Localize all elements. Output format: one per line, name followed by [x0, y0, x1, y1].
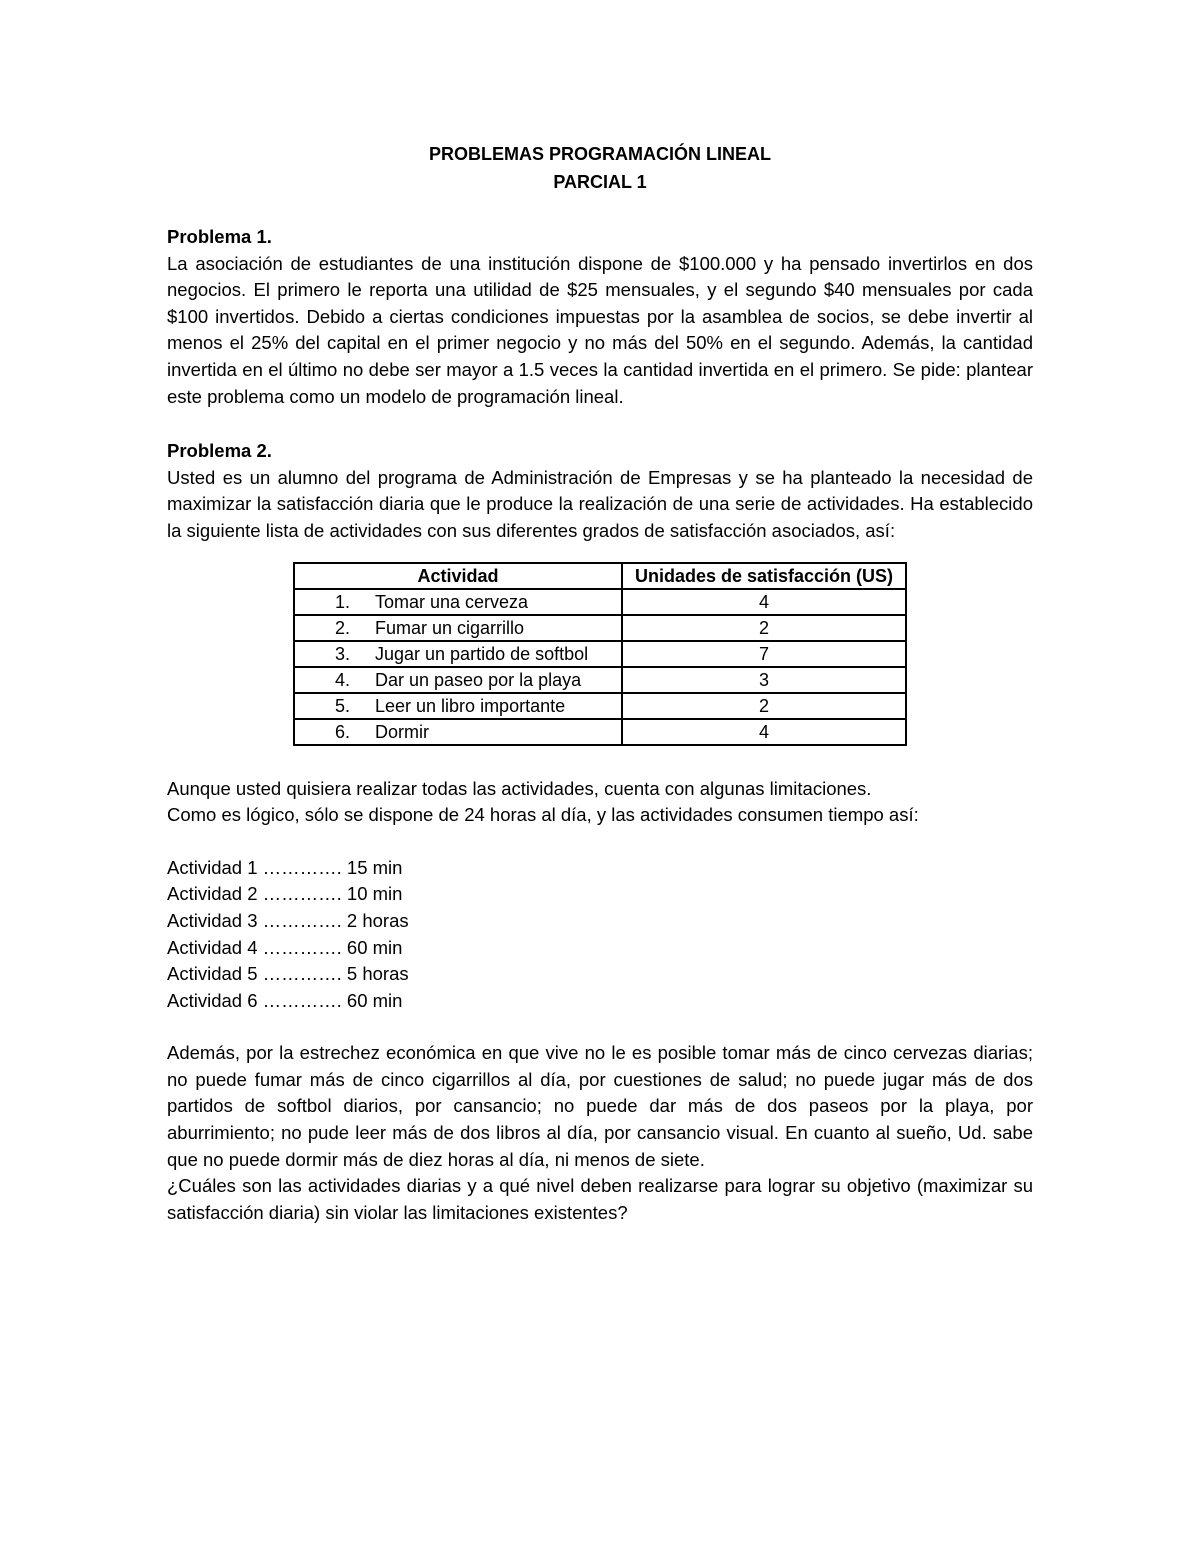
activity-name: Jugar un partido de softbol — [375, 643, 589, 664]
time-list — [167, 855, 1033, 1015]
problem-2-intro: Usted es un alumno del programa de Administración de Empresas y se ha planteado la necesidad de maximizar la satisfacción diaria que le produce la realización de una serie de actividades. Ha establecido la siguiente lista de actividades con sus diferentes grados de satisfacción asociados, así: — [167, 466, 1033, 541]
activity-number: 6. — [335, 721, 351, 742]
list-item: Actividad 5 …………. 5 horas — [167, 963, 409, 985]
activity-number: 5. — [335, 695, 351, 716]
list-item: Actividad 1 …………. 15 min — [167, 856, 403, 878]
question-text: ¿Cuáles son las actividades diarias y a qué nivel deben realizarse para lograr su objetivo (maximizar su satisfacción diaria) sin violar las limitaciones existentes? — [167, 1175, 1033, 1223]
list-item: Actividad 3 …………. 2 horas — [167, 909, 409, 931]
problem-1-heading: Problema 1. — [167, 226, 272, 247]
table-row — [294, 589, 906, 615]
constraints-text: Además, por la estrechez económica en que vive no le es posible tomar más de cinco cervezas diarias; no puede fumar más de cinco cigarrillos al día, por cuestiones de salud; no puede jugar más de dos partidos de softbol diarios, por cansancio; no puede dar más de dos paseos por la playa, por aburrimiento; no pude leer más de dos libros al día, por cansancio visual. En cuanto al sueño, Ud. sabe que no puede dormir más de diez horas al día, ni menos de siete. — [167, 1042, 1033, 1170]
table-header-row — [294, 563, 906, 589]
problem-1-text: La asociación de estudiantes de una institución dispone de $100.000 y ha pensado invertirlos en dos negocios. El primero le reporta una utilidad de $25 mensuales, y el segundo $40 mensuales por cada $100 invertidos. Debido a ciertas condiciones impuestas por la asamblea de socios, se debe invertir al menos el 25% del capital en el primer negocio y no más del 50% en el segundo. Además, la cantidad invertida en el último no debe ser mayor a 1.5 veces la cantidad invertida en el primero. Se pide: plantear este problema como un modelo de programación lineal. — [167, 252, 1033, 407]
problem-2-heading: Problema 2. — [167, 440, 272, 462]
activity-number: 3. — [335, 643, 351, 664]
table-header-units: Unidades de satisfacción (US) — [622, 563, 906, 589]
activity-cell — [294, 641, 622, 667]
table-header-activity: Actividad — [294, 563, 622, 589]
table-row — [294, 641, 906, 667]
satisfaction-table — [293, 562, 907, 746]
satisfaction-value: 7 — [622, 641, 906, 667]
activity-name: Tomar una cerveza — [375, 591, 529, 612]
satisfaction-value: 3 — [622, 667, 906, 693]
activity-number: 2. — [335, 617, 351, 638]
list-item: Actividad 6 …………. 60 min — [167, 989, 403, 1011]
activity-name: Fumar un cigarrillo — [375, 617, 525, 638]
list-item: Actividad 2 …………. 10 min — [167, 883, 403, 905]
activity-cell — [294, 719, 622, 745]
activity-name: Dormir — [375, 721, 429, 742]
satisfaction-value: 2 — [622, 615, 906, 641]
satisfaction-value: 4 — [622, 719, 906, 745]
activity-cell — [294, 667, 622, 693]
list-item: Actividad 4 …………. 60 min — [167, 936, 403, 958]
activity-name: Dar un paseo por la playa — [375, 669, 582, 690]
table-row — [294, 719, 906, 745]
activity-number: 4. — [335, 669, 351, 690]
limitations-text: Aunque usted quisiera realizar todas las actividades, cuenta con algunas limitaciones. — [167, 777, 872, 799]
activity-cell — [294, 693, 622, 719]
table-row — [294, 667, 906, 693]
table-row — [294, 615, 906, 641]
time-intro-text: Como es lógico, sólo se dispone de 24 horas al día, y las actividades consumen tiempo así: — [167, 804, 919, 826]
activity-name: Leer un libro importante — [375, 695, 566, 716]
activity-cell — [294, 589, 622, 615]
satisfaction-value: 4 — [622, 589, 906, 615]
document-title: PROBLEMAS PROGRAMACIÓN LINEAL — [429, 144, 771, 164]
document-page — [167, 140, 1033, 1226]
document-subtitle: PARCIAL 1 — [553, 172, 647, 192]
satisfaction-value: 2 — [622, 693, 906, 719]
activity-number: 1. — [335, 591, 351, 612]
table-row — [294, 693, 906, 719]
activity-cell — [294, 615, 622, 641]
